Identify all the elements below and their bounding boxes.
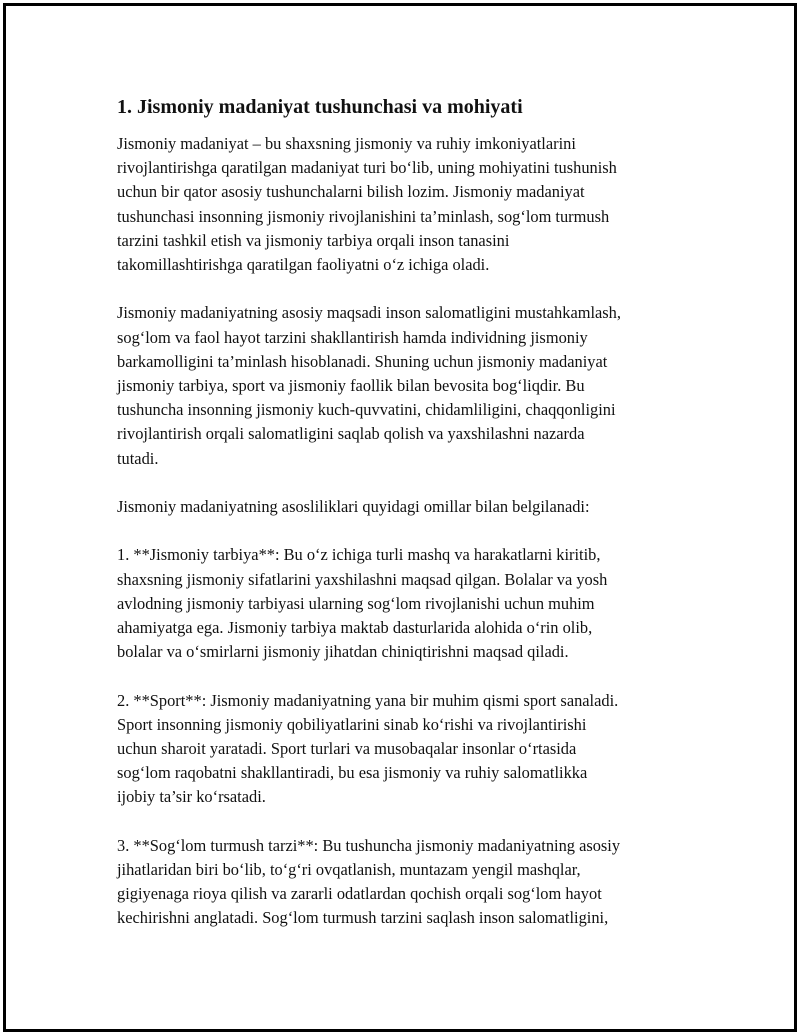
text-line: bolalar va o‘smirlarni jismoniy jihatdan chiniqtirishni maqsad qiladi. — [117, 642, 569, 662]
paragraph — [117, 834, 697, 931]
text-line: Sport insonning jismoniy qobiliyatlarini sinab ko‘rishi va rivojlantirishi — [117, 714, 587, 734]
text-line: avlodning jismoniy tarbiyasi ularning sog‘lom rivojlanishi uchun muhim — [117, 593, 595, 613]
text-line: Jismoniy madaniyat – bu shaxsning jismoniy va ruhiy imkoniyatlarini — [117, 134, 576, 153]
text-line: 1. **Jismoniy tarbiya**: Bu o‘z ichiga turli mashq va harakatlarni kiritib, — [117, 545, 601, 565]
text-line: sog‘lom va faol hayot tarzini shakllantirish hamda individning jismoniy — [117, 327, 588, 347]
text-line: Jismoniy madaniyatning asosiy maqsadi inson salomatligini mustahkamlash, — [117, 303, 621, 323]
text-line: 2. **Sport**: Jismoniy madaniyatning yana bir muhim qismi sport sanaladi. — [117, 690, 619, 710]
paragraph — [117, 543, 697, 664]
text-line: ijobiy ta’sir ko‘rsatadi. — [117, 787, 266, 807]
text-line: Jismoniy madaniyatning asosliliklari quyidagi omillar bilan belgilanadi: — [117, 497, 590, 517]
text-line: sog‘lom raqobatni shakllantiradi, bu esa jismoniy va ruhiy salomatlikka — [117, 763, 588, 783]
text-line: uchun bir qator asosiy tushunchalarni bilish lozim. Jismoniy madaniyat — [117, 182, 585, 202]
text-line: rivojlantirishga qaratilgan madaniyat turi bo‘lib, uning mohiyatini tushunish — [117, 158, 617, 178]
text-line: jihatlaridan biri bo‘lib, to‘g‘ri ovqatlanish, muntazam yengil mashqlar, — [117, 860, 581, 880]
section-heading: 1. Jismoniy madaniyat tushunchasi va mohiyati — [117, 96, 523, 118]
paragraph — [117, 689, 697, 810]
text-line: 3. **Sog‘lom turmush tarzi**: Bu tushuncha jismoniy madaniyatning asosiy — [117, 835, 621, 855]
text-line: uchun sharoit yaratadi. Sport turlari va musobaqalar insonlar o‘rtasida — [117, 739, 577, 759]
paragraph — [117, 132, 697, 277]
document-body — [117, 94, 697, 955]
paragraph — [117, 301, 697, 470]
text-line: jismoniy tarbiya, sport va jismoniy faollik bilan bevosita bog‘liqdir. Bu — [117, 376, 585, 396]
text-line: kechirishni anglatadi. Sog‘lom turmush tarzini saqlash inson salomatligini, — [117, 908, 609, 928]
text-line: shaxsning jismoniy sifatlarini yaxshilashni maqsad qilgan. Bolalar va yosh — [117, 569, 608, 589]
text-line: tushuncha insonning jismoniy kuch-quvvatini, chidamliligini, chaqqonligini — [117, 400, 616, 420]
text-line: tushunchasi insonning jismoniy rivojlanishini ta’minlash, sog‘lom turmush — [117, 206, 610, 226]
text-line: tarzini tashkil etish va jismoniy tarbiya orqali inson tanasini — [117, 230, 510, 250]
paragraph — [117, 495, 697, 519]
text-line: ahamiyatga ega. Jismoniy tarbiya maktab dasturlarida alohida o‘rin olib, — [117, 618, 593, 638]
text-line: tutadi. — [117, 448, 159, 468]
text-line: rivojlantirish orqali salomatligini saqlab qolish va yaxshilashni nazarda — [117, 424, 585, 444]
text-line: gigiyenaga rioya qilish va zararli odatlardan qochish orqali sog‘lom hayot — [117, 884, 602, 904]
text-line: takomillashtirishga qaratilgan faoliyatni o‘z ichiga oladi. — [117, 255, 490, 275]
text-line: barkamolligini ta’minlash hisoblanadi. Shuning uchun jismoniy madaniyat — [117, 351, 608, 371]
paragraphs-container — [117, 132, 697, 931]
